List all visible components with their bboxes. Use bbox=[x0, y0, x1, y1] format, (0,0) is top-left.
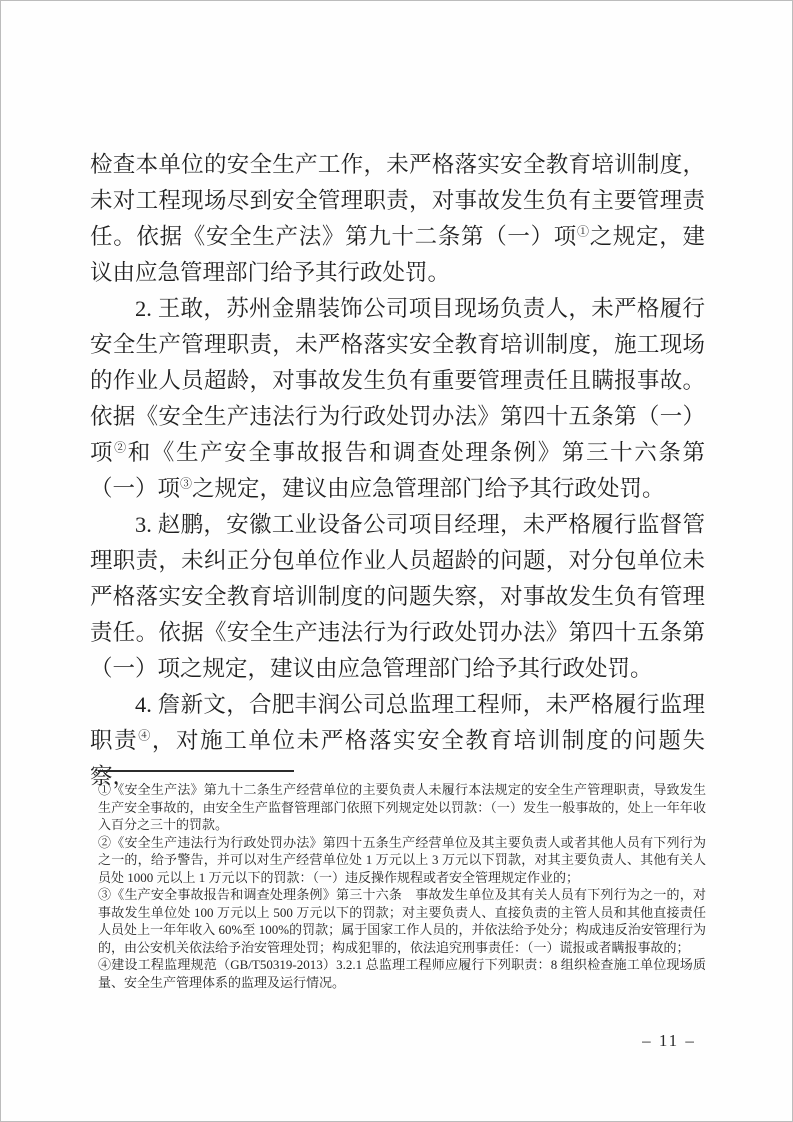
paragraph: 2. 王敢，苏州金鼎装饰公司项目现场负责人，未严格履行安全生产管理职责，未严格落实安全教育培训制度，施工现场的作业人员超龄，对事故发生负有重要管理责任且瞒报事故。依据《安全生产违法行为行政处罚办法》第四十五条第（一）项②和《生产安全事故报告和调查处理条例》第三十六条第（一）项③之规定，建议由应急管理部门给予其行政处罚。 bbox=[90, 296, 705, 501]
body-text bbox=[90, 147, 705, 795]
page-number: – 11 – bbox=[642, 1031, 696, 1050]
footnote: ②《安全生产违法行为行政处罚办法》第四十五条生产经营单位及其主要负责人或者其他人员有下列行为之一的，给予警告，并可以对生产经营单位处 1 万元以上 3 万元以下罚款，对其主要负责人、其他有关人员处 1000 元以上 1 万元以下的罚款：（一）违反操作规程或者安全管理规定作业的； bbox=[98, 834, 706, 885]
footnote-separator bbox=[98, 770, 294, 772]
footnote: ③《生产安全事故报告和调查处理条例》第三十六条 事故发生单位及其有关人员有下列行为之一的，对事故发生单位处 100 万元以上 500 万元以下的罚款；对主要负责人、直接负责的主管人员和其他直接责任人员处上一年年收入 60%至 100%的罚款；属于国家工作人员的，并依法给予处分；构成违反治安管理行为的，由公安机关依法给予治安管理处罚；构成犯罪的，依法追究刑事责任：（一）谎报或者瞒报事故的； bbox=[98, 887, 706, 955]
footnote: ①《安全生产法》第九十二条生产经营单位的主要负责人未履行本法规定的安全生产管理职责，导致发生生产安全事故的，由安全生产监督管理部门依照下列规定处以罚款：（一）发生一般事故的，处上一年年收入百分之三十的罚款。 bbox=[98, 782, 706, 832]
footnote-ref: ① bbox=[577, 224, 590, 239]
paragraph: 4. 詹新文，合肥丰润公司总监理工程师，未严格履行监理职责④，对施工单位未严格落实安全教育培训制度的问题失察， bbox=[90, 692, 705, 789]
footnote-ref: ③ bbox=[180, 476, 193, 491]
paragraph: 检查本单位的安全生产工作，未严格落实安全教育培训制度，未对工程现场尽到安全管理职责，对事故发生负有主要管理责任。依据《安全生产法》第九十二条第（一）项①之规定，建议由应急管理部门给予其行政处罚。 bbox=[90, 152, 705, 285]
paragraph: 3. 赵鹏，安徽工业设备公司项目经理，未严格履行监督管理职责，未纠正分包单位作业人员超龄的问题，对分包单位未严格落实安全教育培训制度的问题失察，对事故发生负有管理责任。依据《安全生产违法行为行政处罚办法》第四十五条第（一）项之规定，建议由应急管理部门给予其行政处罚。 bbox=[90, 512, 705, 681]
footnote: ④建设工程监理规范（GB/T50319-2013）3.2.1 总监理工程师应履行下列职责：8 组织检查施工单位现场质量、安全生产管理体系的监理及运行情况。 bbox=[98, 957, 706, 990]
footnote-ref: ② bbox=[114, 440, 128, 455]
footnote-area bbox=[98, 770, 706, 991]
footnote-list bbox=[98, 781, 706, 991]
footnote-ref: ④ bbox=[138, 728, 152, 743]
